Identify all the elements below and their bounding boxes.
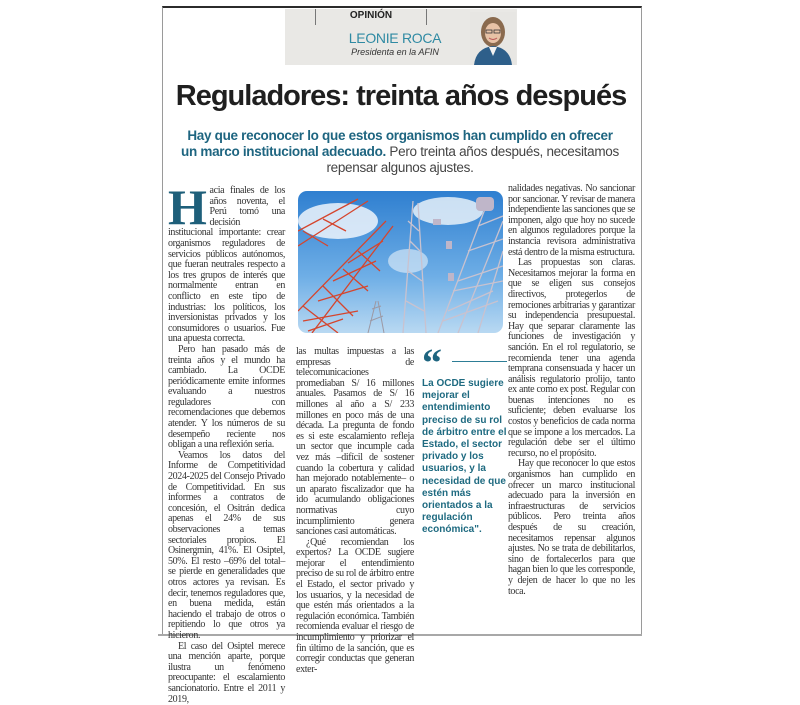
telecom-towers-photo (298, 191, 503, 333)
pull-quote-text: La OCDE sugiere mejorar el entendimiento preciso de su rol de árbitro entre el Estado, el sector privado y los usuarios, y la necesidad de que estén más orientados a la regulación económica". (422, 378, 507, 536)
paragraph: Veamos los datos del Informe de Competitividad 2024-2025 del Consejo Privado de Competitividad. En sus informes a contratos de concesión, el Ositrán dedica apenas el 24% de sus observaciones a temas sectoriales propios. El Osinergmin, 41%. El Osiptel, 50%. El resto –69% del total– se pierde en generalidades que otros actores ya revisan. Es decir, tenemos reguladores que, en buena medida, están haciendo el trabajo de otros o repitiendo lo que otros ya hicieron. (168, 449, 285, 641)
quote-mark-icon: “ (422, 340, 442, 385)
author-role: Presidenta en la AFIN (351, 47, 439, 57)
drop-cap: H (168, 179, 207, 235)
paragraph: Hay que reconocer lo que estos organismos han cumplido en ofrecer un marco institucional adecuado para la inversión en infraestructuras de servicios públicos. Pero treinta años después de su creación, necesitamos repensar algunos ajustes. No se trata de debilitarlos, sino de fortalecerlos para que hagan bien lo que les corresponde, y dejen de hacer lo que no les toca. (508, 458, 635, 597)
deck-regular: Pero treinta años después, necesitamos repensar algunos ajustes. (326, 144, 619, 175)
section-label: OPINIÓN (315, 9, 427, 25)
author-name: LEONIE ROCA (348, 30, 442, 46)
paragraph: nalidades negativas. No sancionar por sancionar. Y revisar de manera independiente las sanciones que se imponen, algo que hoy no sucede en algunos reguladores porque la instancia revisora administrativa está dentro de la misma estructura. (508, 183, 635, 258)
column-1 (168, 179, 285, 705)
paragraph: ¿Qué recomiendan los expertos? La OCDE sugiere mejorar el entendimiento preciso de su rol de árbitro entre el Estado, el sector privado y los usuarios, y la necesidad de que estén más orientados a la regulación económica. También recomienda evaluar el riesgo de incumplimiento y priorizar el fin último de la sanción, que es corregir conductas que generan exter- (296, 536, 414, 675)
author-avatar (470, 12, 516, 65)
pull-quote-rule (452, 361, 507, 362)
paragraph: Las propuestas son claras. Necesitamos mejorar la forma en que se eligen sus consejos directivos, protegerlos de remociones arbitrarias y garantizar su independencia presupuestal. Hay que separar claramente las funciones de investigación y sanción. En el rol regulatorio, se recomienda tener una agenda temprana consensuada y hacer un análisis regulatorio prolijo, tanto ex ante como ex post. Regular con buenas intenciones no es suficiente; deben evaluarse los costos y beneficios de cada norma que se impone a los mercados. La regulación debe ser el último recurso, no el propósito. (508, 257, 635, 459)
deck-bold: Hay que reconocer lo que estos organismos han cumplido en ofrecer un marco institucional adecuado. (181, 128, 613, 159)
paragraph-text: acia finales de los años noventa, el Perú tomó una decisión institucional importante: crear organismos reguladores de servicios públicos autónomos, que fueran neutrales respecto a los tres grupos de interés que normalmente entran en conflicto en este tipo de industrias: los políticos, los inversionistas privados y los consumidores o usuarios. Fue una apuesta correcta. (168, 185, 285, 345)
paragraph: Pero han pasado más de treinta años y el mundo ha cambiado. La OCDE periódicamente emite informes evaluando a nuestros reguladores con recomendaciones que debemos atender. Y los números de su desempeño reciente nos obligan a una reflexión seria. (168, 343, 285, 451)
column-3 (508, 184, 635, 597)
paragraph: las multas impuestas a las empresas de telecomunicaciones promediaban S/ 16 millones anuales. Pasamos de S/ 16 millones al año a S/ 233 millones en poco más de una década. La pregunta de fondo es si este escalamiento refleja un sector que incumple cada vez más –difícil de sostener cuando la cobertura y calidad han mejorado notablemente– o un aparato fiscalizador que ha ido acumulando obligaciones normativas cuyo incumplimiento genera sanciones casi automáticas. (296, 346, 414, 538)
paragraph: El caso del Osiptel merece una mención aparte, porque ilustra un fenómeno preocupante: el escalamiento sancionatorio. Entre el 2011 y 2019, (168, 640, 285, 705)
deck (180, 128, 620, 176)
paragraph (168, 179, 285, 345)
headline: Reguladores: treinta años después (175, 80, 627, 112)
column-2 (296, 347, 414, 675)
author-block (325, 30, 465, 58)
pull-quote (422, 340, 507, 537)
